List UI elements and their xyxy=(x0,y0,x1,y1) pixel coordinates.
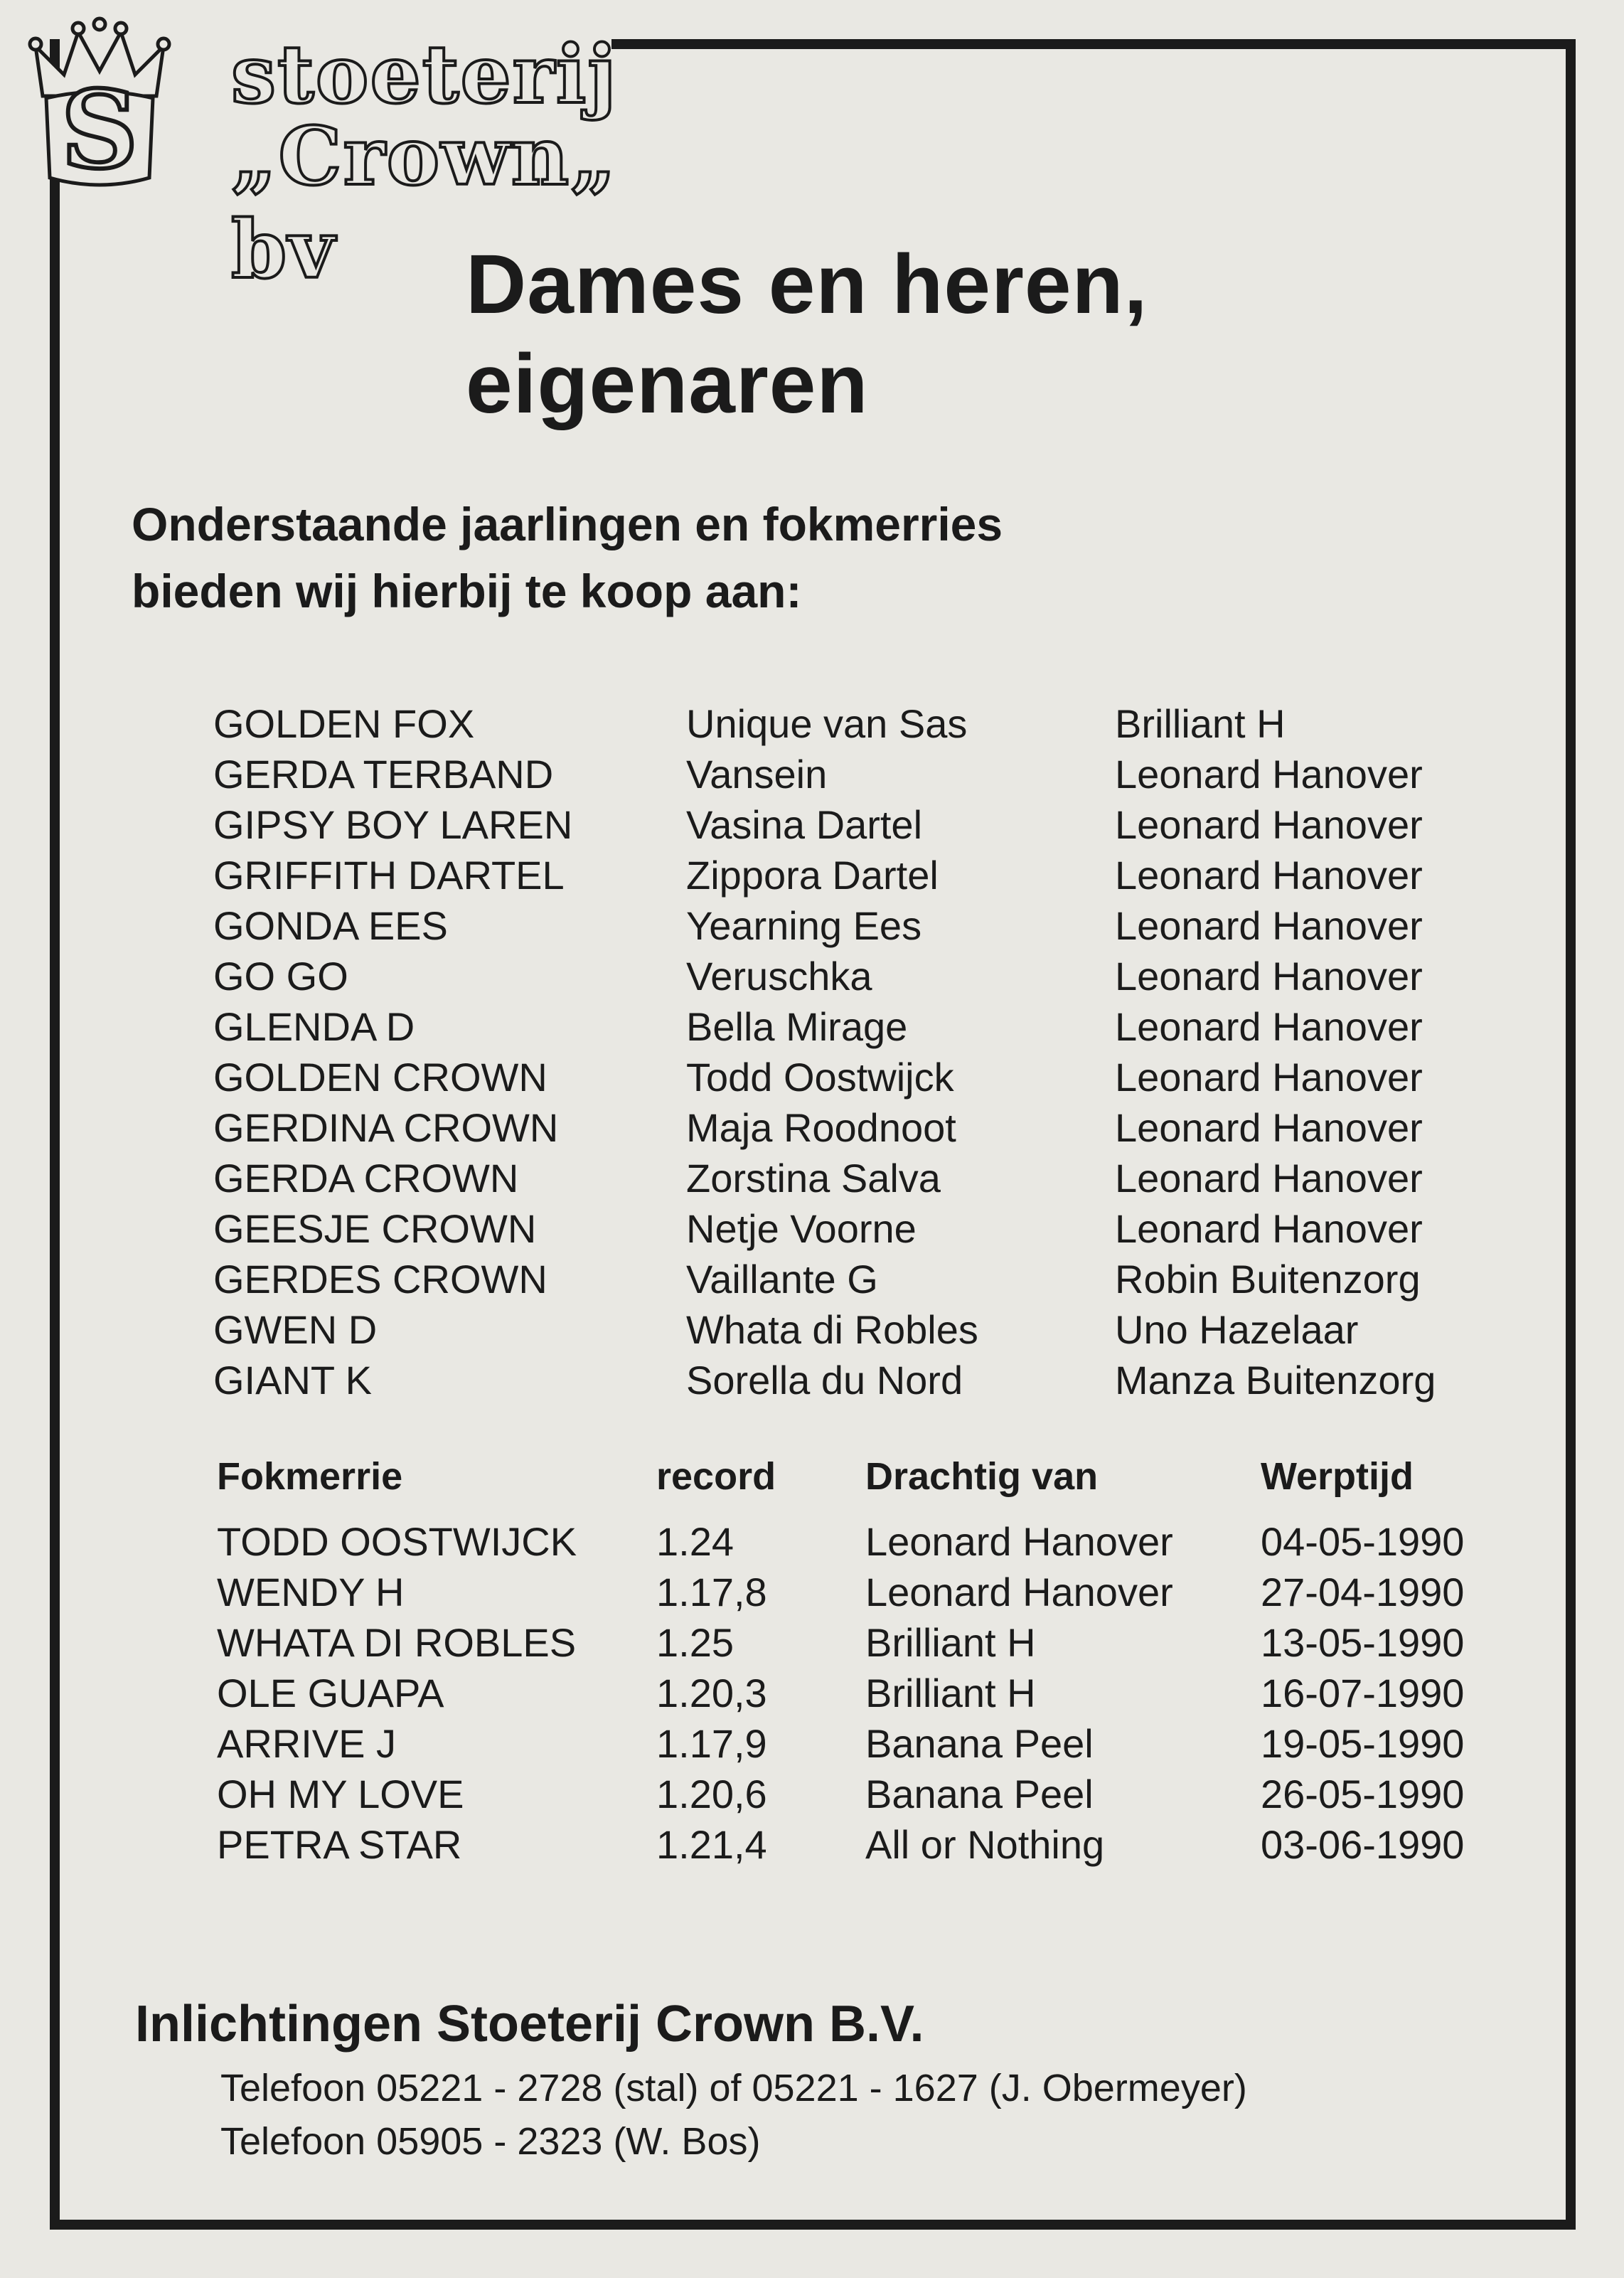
dam-name: Sorella du Nord xyxy=(686,1358,963,1403)
sire-name: Manza Buitenzorg xyxy=(1115,1358,1436,1403)
in-foal-to: Brilliant H xyxy=(865,1671,1036,1715)
headline-line-2: eigenaren xyxy=(466,337,869,431)
mare-name: OH MY LOVE xyxy=(217,1772,464,1816)
phone-line-1: Telefoon 05221 - 2728 (stal) of 05221 - 1627 (J. Obermeyer) xyxy=(220,2067,1247,2109)
in-foal-to: All or Nothing xyxy=(865,1822,1105,1867)
dam-name: Unique van Sas xyxy=(686,701,968,746)
sire-name: Leonard Hanover xyxy=(1115,1004,1423,1049)
mare-name: ARRIVE J xyxy=(217,1721,397,1766)
in-foal-to: Brilliant H xyxy=(865,1620,1036,1665)
sire-name: Leonard Hanover xyxy=(1115,1105,1423,1150)
mare-name: OLE GUAPA xyxy=(217,1671,444,1715)
phone-line-2: Telefoon 05905 - 2323 (W. Bos) xyxy=(220,2120,761,2163)
yearling-name: GIPSY BOY LAREN xyxy=(213,802,573,847)
crown-logo xyxy=(25,14,750,297)
crown-icon xyxy=(25,14,174,192)
yearling-name: GLENDA D xyxy=(213,1004,415,1049)
headline-line-1: Dames en heren, xyxy=(466,238,1148,331)
sire-name: Uno Hazelaar xyxy=(1115,1307,1359,1352)
yearling-name: GO GO xyxy=(213,954,348,999)
dam-name: Netje Voorne xyxy=(686,1206,917,1251)
header-werptijd: Werptijd xyxy=(1261,1455,1414,1498)
foaling-date: 26-05-1990 xyxy=(1261,1772,1465,1816)
header-drachtig-van: Drachtig van xyxy=(865,1455,1099,1498)
subheading xyxy=(132,491,1003,624)
yearling-name: GERDES CROWN xyxy=(213,1257,547,1302)
in-foal-to: Leonard Hanover xyxy=(865,1519,1173,1564)
in-foal-to: Banana Peel xyxy=(865,1772,1094,1816)
yearling-name: GONDA EES xyxy=(213,903,448,948)
yearling-name: GOLDEN FOX xyxy=(213,701,475,746)
yearling-name: GOLDEN CROWN xyxy=(213,1055,547,1100)
mare-name: WENDY H xyxy=(217,1570,405,1614)
record: 1.17,9 xyxy=(656,1721,767,1766)
record: 1.20,3 xyxy=(656,1671,767,1715)
dam-name: Zorstina Salva xyxy=(686,1156,941,1201)
record: 1.24 xyxy=(656,1519,734,1564)
header-fokmerrie: Fokmerrie xyxy=(217,1455,403,1498)
mare-name: PETRA STAR xyxy=(217,1822,462,1867)
dam-name: Vaillante G xyxy=(686,1257,878,1302)
contact-title: Inlichtingen Stoeterij Crown B.V. xyxy=(135,1996,924,2053)
yearling-name: GIANT K xyxy=(213,1358,373,1403)
logo-monogram: S xyxy=(60,68,139,192)
foaling-date: 27-04-1990 xyxy=(1261,1570,1465,1614)
dam-name: Maja Roodnoot xyxy=(686,1105,956,1150)
foaling-date: 19-05-1990 xyxy=(1261,1721,1465,1766)
foaling-date: 04-05-1990 xyxy=(1261,1519,1465,1564)
yearling-name: GERDINA CROWN xyxy=(213,1105,559,1150)
sire-name: Robin Buitenzorg xyxy=(1115,1257,1421,1302)
sire-name: Leonard Hanover xyxy=(1115,752,1423,797)
sire-name: Leonard Hanover xyxy=(1115,1055,1423,1100)
sire-name: Leonard Hanover xyxy=(1115,903,1423,948)
dam-name: Todd Oostwijck xyxy=(686,1055,954,1100)
sire-name: Leonard Hanover xyxy=(1115,853,1423,898)
sire-name: Leonard Hanover xyxy=(1115,802,1423,847)
sire-name: Leonard Hanover xyxy=(1115,1206,1423,1251)
yearling-name: GERDA CROWN xyxy=(213,1156,519,1201)
sire-name: Leonard Hanover xyxy=(1115,954,1423,999)
dam-name: Veruschka xyxy=(686,954,872,999)
record: 1.20,6 xyxy=(656,1772,767,1816)
subheading-line-2: bieden wij hierbij te koop aan: xyxy=(132,565,802,617)
yearling-name: GWEN D xyxy=(213,1307,378,1352)
foaling-date: 13-05-1990 xyxy=(1261,1620,1465,1665)
mare-name: WHATA DI ROBLES xyxy=(217,1620,577,1665)
logo-line-2: „Crown„ bv xyxy=(231,110,618,297)
record: 1.17,8 xyxy=(656,1570,767,1614)
record: 1.21,4 xyxy=(656,1822,767,1867)
yearling-name: GRIFFITH DARTEL xyxy=(213,853,565,898)
yearling-name: GERDA TERBAND xyxy=(213,752,554,797)
yearling-name: GEESJE CROWN xyxy=(213,1206,537,1251)
dam-name: Vasina Dartel xyxy=(686,802,923,847)
header-record: record xyxy=(656,1455,776,1498)
border-frame-top xyxy=(611,39,1576,49)
dam-name: Whata di Robles xyxy=(686,1307,978,1352)
in-foal-to: Leonard Hanover xyxy=(865,1570,1173,1614)
dam-name: Bella Mirage xyxy=(686,1004,908,1049)
foaling-date: 03-06-1990 xyxy=(1261,1822,1465,1867)
logo-line-1: stoeterij xyxy=(231,28,618,122)
record: 1.25 xyxy=(656,1620,734,1665)
in-foal-to: Banana Peel xyxy=(865,1721,1094,1766)
dam-name: Zippora Dartel xyxy=(686,853,939,898)
headline xyxy=(466,235,1148,434)
subheading-line-1: Onderstaande jaarlingen en fokmerries xyxy=(132,498,1003,550)
dam-name: Vansein xyxy=(686,752,828,797)
mare-name: TODD OOSTWIJCK xyxy=(217,1519,577,1564)
foaling-date: 16-07-1990 xyxy=(1261,1671,1465,1715)
dam-name: Yearning Ees xyxy=(686,903,922,948)
sire-name: Leonard Hanover xyxy=(1115,1156,1423,1201)
sire-name: Brilliant H xyxy=(1115,701,1286,746)
